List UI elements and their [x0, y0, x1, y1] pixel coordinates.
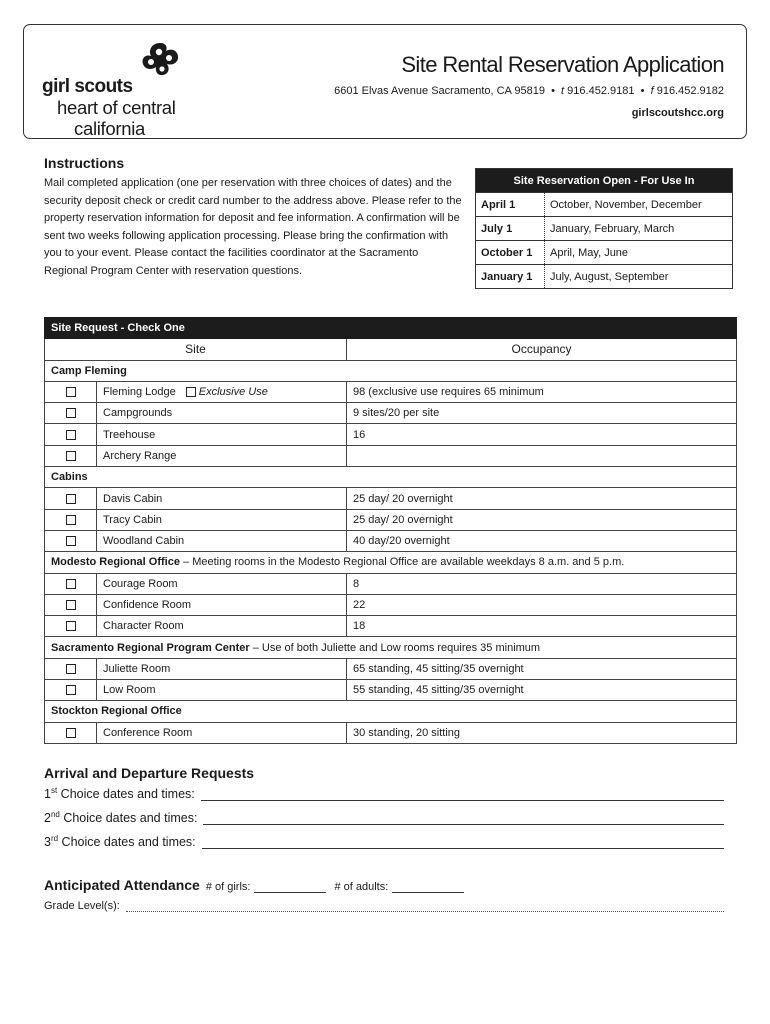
- fax-prefix: f: [650, 85, 654, 97]
- use-months: January, February, March: [545, 217, 733, 241]
- arrival-title: Arrival and Departure Requests: [44, 765, 255, 781]
- open-date: January 1: [476, 265, 545, 289]
- site-name: Tracy Cabin: [97, 509, 347, 530]
- group-title: Modesto Regional Office: [51, 556, 180, 569]
- contact-line: [334, 85, 724, 97]
- checkbox-fleming-lodge[interactable]: [66, 387, 76, 397]
- girl-scouts-logo: [42, 39, 212, 139]
- group-modesto: [45, 552, 737, 573]
- occupancy: 30 standing, 20 sitting: [347, 722, 737, 743]
- table-row: [45, 381, 737, 402]
- checkbox-character-room[interactable]: [66, 621, 76, 631]
- col-occupancy: Occupancy: [347, 339, 737, 360]
- site-name: Davis Cabin: [97, 488, 347, 509]
- logo-text-california: california: [74, 118, 146, 139]
- group-cabins: Cabins: [45, 467, 737, 488]
- site-request-table: [44, 317, 737, 744]
- table-row: [476, 265, 733, 289]
- adults-field[interactable]: [392, 882, 464, 893]
- checkbox-conference-room[interactable]: [66, 728, 76, 738]
- instructions-text: Mail completed application (one per reservation with three choices of dates) and the security deposit check or credit card number to the address above. Please refer to the property reservation information for deposit and fee information. A confirmation will be sent two weeks following application processing. Please bring the confirmation with you to your event. Please contact the facilities coordinator at the Sacramento Regional Program Center with reservation questions.: [44, 177, 462, 277]
- table-row: [45, 616, 737, 637]
- site-name: Fleming Lodge: [103, 386, 176, 399]
- open-date: October 1: [476, 241, 545, 265]
- group-note: – Meeting rooms in the Modesto Regional Office are available weekdays 8 a.m. and 5 p.m.: [179, 556, 625, 569]
- table-row: [45, 722, 737, 743]
- checkbox-courage-room[interactable]: [66, 579, 76, 589]
- site-name: Campgrounds: [97, 403, 347, 424]
- checkbox-juliette-room[interactable]: [66, 664, 76, 674]
- group-sacramento: [45, 637, 737, 658]
- table-row: [45, 403, 737, 424]
- table-row: [45, 488, 737, 509]
- attendance-title: Anticipated Attendance: [44, 877, 200, 893]
- girls-field[interactable]: [254, 882, 326, 893]
- checkbox-archery-range[interactable]: [66, 451, 76, 461]
- choice-2-label: 2nd Choice dates and times:: [44, 810, 198, 826]
- adults-label: # of adults:: [334, 881, 389, 893]
- website-link[interactable]: girlscoutshcc.org: [631, 107, 724, 119]
- table-row: [45, 424, 737, 445]
- choice-3-row: [44, 834, 724, 849]
- site-request-header: Site Request - Check One: [45, 318, 737, 339]
- checkbox-woodland-cabin[interactable]: [66, 536, 76, 546]
- phone: 916.452.9181: [567, 85, 635, 97]
- site-name: Treehouse: [97, 424, 347, 445]
- site-name: Woodland Cabin: [97, 530, 347, 551]
- separator: •: [640, 85, 645, 97]
- table-row: [476, 217, 733, 241]
- checkbox-campgrounds[interactable]: [66, 408, 76, 418]
- occupancy: 8: [347, 573, 737, 594]
- instructions-title: Instructions: [44, 155, 125, 171]
- checkbox-treehouse[interactable]: [66, 430, 76, 440]
- table-row: [45, 509, 737, 530]
- table-row: [45, 445, 737, 466]
- phone-prefix: t: [561, 85, 565, 97]
- checkbox-tracy-cabin[interactable]: [66, 515, 76, 525]
- open-date: July 1: [476, 217, 545, 241]
- choice-1-row: [44, 786, 724, 801]
- group-note: – Use of both Juliette and Low rooms requires 35 minimum: [249, 641, 541, 654]
- table-row: [45, 680, 737, 701]
- occupancy: [347, 445, 737, 466]
- exclusive-use-label: Exclusive Use: [198, 386, 268, 399]
- checkbox-exclusive-use[interactable]: [186, 387, 196, 397]
- logo-text-heart: heart of central: [57, 97, 176, 118]
- grade-label: Grade Level(s):: [44, 900, 120, 912]
- reservation-open-header: Site Reservation Open - For Use In: [476, 169, 733, 193]
- use-months: October, November, December: [545, 193, 733, 217]
- table-row: [476, 193, 733, 217]
- occupancy: 98 (exclusive use requires 65 minimum: [347, 381, 737, 402]
- logo-text-girl-scouts: girl scouts: [42, 76, 133, 97]
- group-stockton: Stockton Regional Office: [45, 701, 737, 722]
- table-row: [45, 658, 737, 679]
- occupancy: 22: [347, 594, 737, 615]
- group-camp-fleming: Camp Fleming: [45, 360, 737, 381]
- occupancy: 18: [347, 616, 737, 637]
- occupancy: 25 day/ 20 overnight: [347, 509, 737, 530]
- attendance-row: [44, 877, 464, 893]
- reservation-open-table: [475, 168, 733, 289]
- occupancy: 40 day/20 overnight: [347, 530, 737, 551]
- occupancy: 55 standing, 45 sitting/35 overnight: [347, 680, 737, 701]
- use-months: April, May, June: [545, 241, 733, 265]
- grade-row: [44, 900, 724, 912]
- address: 6601 Elvas Avenue Sacramento, CA 95819: [334, 85, 545, 97]
- girls-label: # of girls:: [205, 881, 251, 893]
- choice-2-field[interactable]: [203, 813, 724, 825]
- header-box: [23, 24, 747, 139]
- occupancy: 16: [347, 424, 737, 445]
- choice-1-label: 1st Choice dates and times:: [44, 786, 195, 802]
- occupancy: 9 sites/20 per site: [347, 403, 737, 424]
- checkbox-confidence-room[interactable]: [66, 600, 76, 610]
- occupancy: 65 standing, 45 sitting/35 overnight: [347, 658, 737, 679]
- site-name: Courage Room: [97, 573, 347, 594]
- site-name: Archery Range: [97, 445, 347, 466]
- group-title: Sacramento Regional Program Center: [51, 641, 250, 654]
- site-name: Juliette Room: [97, 658, 347, 679]
- separator: •: [551, 85, 555, 97]
- use-months: July, August, September: [545, 265, 733, 289]
- site-name: Low Room: [97, 680, 347, 701]
- choice-2-row: [44, 810, 724, 825]
- table-row: [476, 241, 733, 265]
- choice-3-field[interactable]: [202, 837, 724, 849]
- checkbox-davis-cabin[interactable]: [66, 494, 76, 504]
- site-name: Character Room: [97, 616, 347, 637]
- site-name: Conference Room: [97, 722, 347, 743]
- fax: 916.452.9182: [656, 85, 724, 97]
- occupancy: 25 day/ 20 overnight: [347, 488, 737, 509]
- checkbox-low-room[interactable]: [66, 685, 76, 695]
- grade-field[interactable]: [126, 902, 724, 912]
- table-row: [45, 530, 737, 551]
- page-title: Site Rental Reservation Application: [401, 52, 724, 77]
- open-date: April 1: [476, 193, 545, 217]
- site-name: Confidence Room: [97, 594, 347, 615]
- table-row: [45, 573, 737, 594]
- choice-3-label: 3rd Choice dates and times:: [44, 834, 196, 850]
- choice-1-field[interactable]: [201, 789, 724, 801]
- trefoil-icon: [138, 41, 182, 77]
- table-row: [45, 594, 737, 615]
- col-site: Site: [45, 339, 347, 360]
